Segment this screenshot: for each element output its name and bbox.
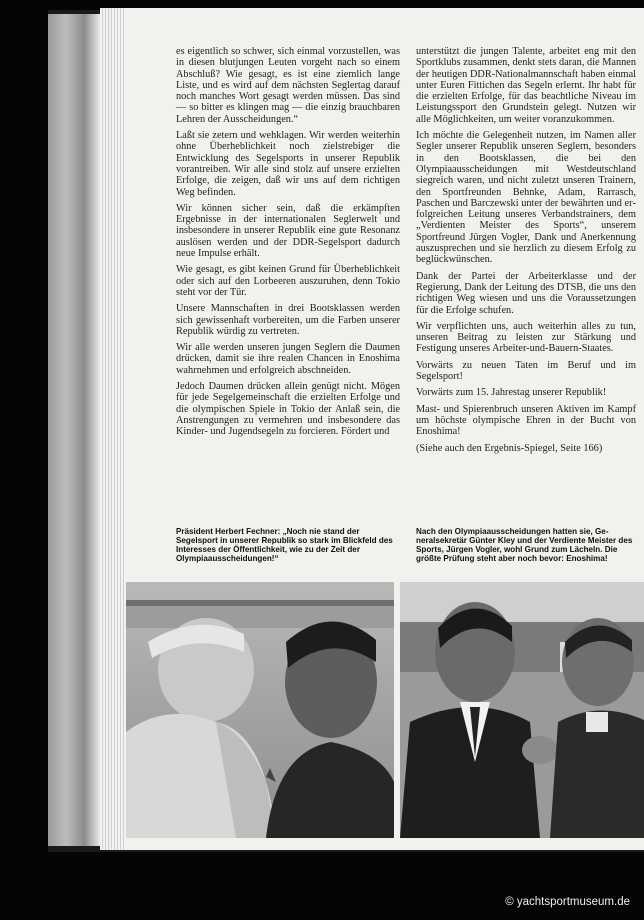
photo-fechner [126, 582, 394, 838]
page-edges [100, 8, 126, 850]
paragraph: Wir können sicher sein, daß die erkämpften Ergebnisse in der internationalen Seglerwelt und insbesondere in unserer Republik eine gute Resonanz auslösen werden und der DDR-Segelsport dadurch neue Impulse erhält. [176, 202, 400, 260]
photo-kley-vogler [400, 582, 644, 838]
paragraph: Ich möchte die Gelegenheit nutzen, im Namen aller Segler unserer Republik unseren Seglern, besonders in den Bootsklassen, die bei den Olympiaausscheidungen mit Westdeutschland siegreich waren, und nicht zuletzt unseren Trainern, den Sportfreunden Behnke, Adam, Rarrasch, Paschen und Barczewski unter der bewährten und erfolgreichen Leitung unseres Verbandstrainers, dem „Verdienten Meister des Sports“, unserem Sportfreund Jürgen Vogler, Dank und Anerkennung auszusprechen und sie herzlich zu diesem Erfolg zu beglückwünschen. [416, 130, 636, 266]
paragraph: Jedoch Daumen drücken allein genügt nicht. Mögen für jede Segelgemeinschaft die erzielten Erfolge und die olympischen Spiele in Tokio der Anlaß sein, die Anstrengungen zu vermehren und insbesondere das Kinder- und Jugendsegeln zu forcieren. Fördert und [176, 381, 400, 438]
paragraph: Wir verpflichten uns, auch weiterhin alles zu tun, unseren Beitrag zu leisten zur Stärkung und Festigung unseres Arbeiter-und-Bauern-Staates. [416, 320, 636, 355]
text-column-right [416, 46, 636, 459]
book-gutter [48, 14, 100, 846]
paragraph: (Siehe auch den Ergebnis-Spiegel, Seite 166) [416, 442, 603, 454]
paragraph: Dank der Partei der Arbeiterklasse und der Regierung, Dank der Leitung des DTSB, die uns den richtigen Weg wiesen und uns die Voraussetzungen für die Erfolge schufen. [416, 270, 636, 316]
paragraph: Mast- und Spierenbruch unseren Aktiven im Kampf um höchste olympische Ehren in der Bucht von Enoshima! [416, 403, 636, 438]
watermark: © yachtsportmuseum.de [505, 896, 630, 908]
paragraph: Vorwärts zum 15. Jahrestag unserer Republik! [416, 387, 607, 399]
paragraph: Vorwärts zu neuen Taten im Beruf und im Segelsport! [416, 359, 636, 383]
paragraph: Laßt sie zetern und wehklagen. Wir werden weiterhin ohne Überheblichkeit noch zielstrebiger die Entwicklung des Segelsports in unserer Republik vorantreiben. Wir alle sind stolz auf unsere erzielten Erfolge, die zeigen, daß wir uns auf dem richtigen Weg befinden. [176, 130, 400, 198]
magazine-page [126, 8, 644, 850]
paragraph: Unsere Mannschaften in drei Bootsklassen werden sich gewissenhaft vorbereiten, um die Farben unserer Republik würdig zu vertreten. [176, 303, 400, 337]
paragraph: unterstützt die jungen Talente, arbeitet eng mit den Sportklubs zusammen, denkt stets daran, die Mannen der heutigen DDR-Nationalmannschaft haben einmal unter Euren Fittichen das Segeln erlernt. Ihr habt für die erzielten Erfolge, für das beachtliche Niveau im Leistungssport den Grundstein gelegt. Nutzen wir alle Möglichkeiten, um weiter voranzukommen. [416, 46, 636, 125]
text-column-left [176, 46, 400, 443]
paragraph: es eigentlich so schwer, sich einmal vorzustellen, was in diesen blutjungen Leuten vorgeht nach so einem Abschluß? Wie gesagt, es ist eine ziemlich lange Liste, und es wird auf dem nächsten Seglertag darauf noch manches Wort gesagt werden müssen. Das sind — so bitter es klingen mag — die einzig brauchbaren Lehren der Ausscheidungen.“ [176, 46, 400, 125]
photo-caption-left: Präsident Herbert Fechner: „Noch nie stand der Segelsport in unserer Republik so stark im Blickfeld des Interesses der Öffentlichkeit, wie zu der Zeit der Olympiaausscheidungen!“ [176, 527, 393, 563]
paragraph: Wir alle werden unseren jungen Seglern die Daumen drücken, damit sie ihre realen Chancen in Enoshima wahrnehmen und erfolgreich abschneiden. [176, 342, 400, 376]
photo-caption-right: Nach den Olympiaausscheidungen hatten sie, Generalsekretär Günter Kley und der Verdiente Meister des Sports, Jürgen Vogler, wohl Grund zum Lächeln. Die größte Prüfung steht aber noch bevor: Enoshima! [416, 527, 633, 563]
paragraph: Wie gesagt, es gibt keinen Grund für Überheblichkeit oder sich auf den Lorbeeren auszuruhen, denn Tokio steht vor der Tür. [176, 264, 400, 298]
